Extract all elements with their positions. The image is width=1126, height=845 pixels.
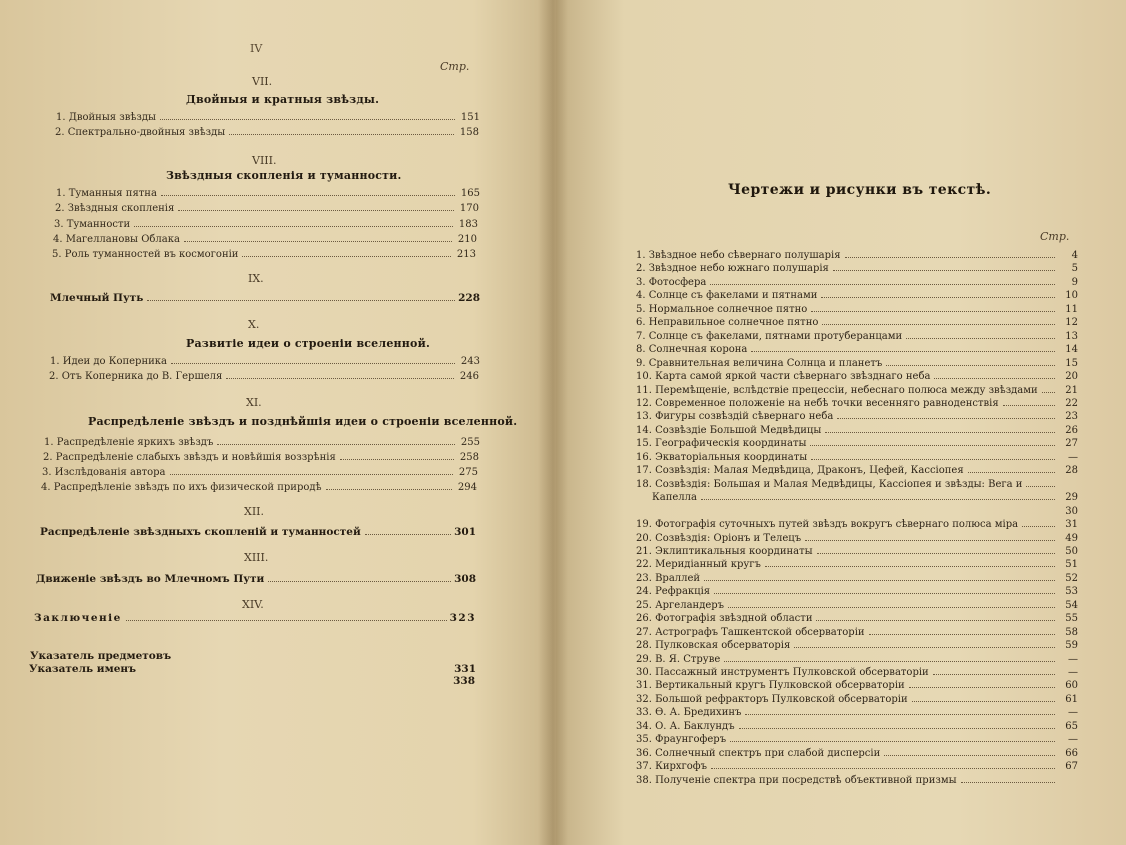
figure-entry — [636, 654, 1078, 665]
toc-entry-label: 1. Туманныя пятна — [56, 188, 157, 199]
dot-leader — [811, 311, 1055, 312]
figure-entry-label: 17. Созвѣздія: Малая Медвѣдица, Драконъ, Цефей, Кассіопея — [636, 465, 964, 477]
toc-entry-label: Млечный Путь — [50, 292, 144, 304]
figure-entry — [636, 304, 1078, 315]
figure-entry-label: 24. Рефракція — [636, 586, 711, 598]
figure-entry-label: 15. Географическія координаты — [636, 438, 807, 450]
toc-entry-page: 151 — [460, 112, 480, 123]
figure-entry-page: 9 — [1071, 276, 1078, 288]
dot-leader — [745, 714, 1055, 715]
toc-entry-page: 275 — [458, 467, 478, 478]
toc-entry — [40, 526, 476, 538]
dot-leader — [126, 620, 447, 621]
figure-entry — [636, 425, 1078, 436]
dot-leader — [268, 581, 451, 582]
figure-entry-page: 67 — [1065, 761, 1078, 773]
figure-entry-page: 13 — [1065, 330, 1078, 342]
figure-entry — [636, 546, 1078, 557]
figure-entry — [636, 519, 1078, 530]
figure-entry — [636, 775, 1078, 786]
figure-entry — [636, 290, 1078, 301]
figure-entry-label: 14. Созвѣздіе Большой Медвѣдицы — [636, 424, 822, 436]
section-roman-numeral: XII. — [244, 505, 265, 518]
figure-entry — [636, 331, 1078, 342]
figure-entry — [636, 667, 1078, 678]
toc-entry-page: 170 — [459, 203, 479, 215]
figure-entry-label: 3. Фотосфера — [636, 276, 707, 288]
figure-entry-label: 18. Созвѣздія: Большая и Малая Медвѣдицы, Кассіопея и звѣзды: Вега и — [636, 478, 1023, 490]
toc-entry-page: 158 — [459, 127, 479, 138]
dot-leader — [909, 687, 1055, 688]
index-entry — [29, 663, 475, 687]
figure-entry — [636, 250, 1078, 261]
figure-entry — [636, 559, 1078, 570]
dot-leader — [1003, 405, 1055, 406]
figure-entry — [636, 721, 1078, 732]
figure-entry — [636, 694, 1078, 705]
figure-entry-label: 11. Перемѣщеніе, вслѣдствіе прецессіи, небеснаго полюса между звѣздами — [636, 384, 1038, 396]
dot-leader — [912, 701, 1055, 702]
toc-entry-page: 228 — [458, 292, 480, 304]
figure-entry — [652, 492, 1078, 503]
figure-entry — [636, 506, 1078, 517]
toc-entry-page: 255 — [460, 437, 480, 448]
dot-leader — [365, 534, 451, 535]
toc-entry-label: Движеніе звѣздъ во Млечномъ Пути — [36, 573, 265, 585]
figure-entry-page: 11 — [1065, 303, 1078, 315]
figure-entry — [636, 411, 1078, 422]
figure-entry-label: 29. В. Я. Струве — [636, 653, 721, 665]
dot-leader — [710, 284, 1055, 285]
figure-entry-page: 50 — [1065, 545, 1078, 557]
figure-entry-label: 8. Солнечная корона — [636, 344, 748, 356]
toc-entry-page: 308 — [454, 573, 476, 585]
figure-entry-page: 61 — [1065, 693, 1078, 705]
figure-entry-page: 29 — [1065, 492, 1078, 504]
toc-entry-page: 258 — [459, 452, 479, 463]
dot-leader — [794, 647, 1055, 648]
section-title: Двойныя и кратныя звѣзды. — [186, 93, 380, 106]
book-gutter — [538, 0, 568, 845]
figure-entry-page: 51 — [1065, 559, 1078, 571]
dot-leader — [934, 378, 1055, 379]
figure-entry-page: 54 — [1065, 599, 1078, 611]
figure-entry-page: 4 — [1071, 250, 1078, 261]
toc-entry-page: 165 — [460, 188, 480, 199]
figure-entry — [636, 627, 1078, 638]
page-column-label: Стр. — [440, 60, 470, 73]
figure-entry-label: 34. О. А. Баклундъ — [636, 720, 735, 732]
figure-entry-page: 27 — [1065, 438, 1078, 450]
toc-entry-page: 213 — [456, 249, 476, 261]
figure-entry-page: 59 — [1065, 640, 1078, 651]
toc-entry-page: 210 — [457, 233, 477, 245]
toc-entry-label: 1. Распредѣленіе яркихъ звѣздъ — [44, 437, 214, 448]
section-roman-numeral: VII. — [252, 75, 273, 88]
figure-entry-label: 31. Вертикальный кругъ Пулковской обсерваторіи — [636, 680, 905, 692]
figure-entry — [636, 317, 1078, 328]
toc-entry-label: 1. Двойныя звѣзды — [56, 112, 156, 123]
figure-entry — [636, 344, 1078, 355]
toc-entry-label: 1. Идеи до Коперника — [50, 356, 168, 367]
figures-list-title: Чертежи и рисунки въ текстѣ. — [728, 182, 992, 198]
figure-entry-page: 30 — [1065, 505, 1078, 517]
figure-entry-page: — — [1068, 667, 1078, 678]
dot-leader — [765, 566, 1055, 567]
figure-entry — [636, 761, 1078, 772]
section-roman-numeral: X. — [248, 318, 260, 331]
dot-leader — [933, 674, 1055, 675]
dot-leader — [326, 489, 452, 490]
toc-entry — [52, 249, 476, 260]
figure-entry — [636, 398, 1078, 409]
figure-entry-label: 36. Солнечный спектръ при слабой дисперсіи — [636, 747, 881, 759]
toc-entry-label: 3. Туманности — [54, 218, 131, 230]
figure-entry — [636, 277, 1078, 288]
dot-leader — [845, 257, 1055, 258]
dot-leader — [178, 210, 454, 211]
figure-entry-page: — — [1068, 734, 1078, 746]
figure-entry-page: — — [1068, 653, 1078, 665]
figure-entry-page: 55 — [1065, 613, 1078, 625]
figure-entry-page: 49 — [1065, 532, 1078, 544]
figure-entry-label: 6. Неправильное солнечное пятно — [636, 317, 819, 329]
dot-leader — [184, 241, 452, 242]
figure-entry-page: 21 — [1065, 384, 1078, 396]
toc-entry-label: 4. Магеллановы Облака — [53, 233, 180, 245]
figure-entry-label: 19. Фотографія суточныхъ путей звѣздъ вокругъ сѣвернаго полюса міра — [636, 519, 1019, 530]
figure-entry — [636, 680, 1078, 691]
dot-leader — [833, 270, 1055, 271]
index-entry-label: Указатель предметовъ — [30, 650, 172, 662]
section-roman-numeral: XI. — [246, 396, 262, 409]
dot-leader — [825, 432, 1055, 433]
dot-leader — [869, 634, 1055, 635]
dot-leader — [147, 300, 455, 301]
dot-leader — [968, 472, 1055, 473]
dot-leader — [730, 741, 1055, 742]
figure-entry-page: 20 — [1065, 371, 1078, 383]
figure-entry — [636, 707, 1078, 718]
dot-leader — [170, 474, 453, 475]
section-title: Звѣздныя скопленія и туманности. — [166, 169, 402, 182]
figure-entry-page: — — [1068, 451, 1078, 463]
dot-leader — [906, 338, 1055, 339]
figure-entry-label: 16. Экваторіальныя координаты — [636, 451, 808, 463]
toc-entry — [56, 112, 480, 123]
figure-entry — [636, 465, 1078, 476]
figure-entry — [636, 613, 1078, 624]
toc-entry — [43, 452, 479, 463]
figure-entry-page: 31 — [1065, 519, 1078, 530]
toc-entry-page: 301 — [454, 526, 476, 538]
dot-leader — [242, 256, 451, 257]
dot-leader — [817, 553, 1055, 554]
section-title: Распредѣленіе звѣздъ и позднѣйшія идеи о строеніи вселенной. — [88, 415, 518, 428]
figure-entry-page: 53 — [1065, 586, 1078, 598]
toc-entry-label: 2. Звѣздныя скопленія — [55, 203, 175, 215]
toc-entry — [56, 188, 480, 199]
figure-entry — [636, 371, 1078, 382]
figure-entry-label: 37. Кирхгофъ — [636, 761, 707, 773]
dot-leader — [1022, 526, 1055, 527]
dot-leader — [140, 671, 450, 672]
figure-entry — [636, 533, 1078, 544]
toc-entry-label: Заключеніе — [34, 612, 122, 624]
figure-entry — [636, 586, 1078, 597]
figure-entry-label: 27. Астрографъ Ташкентской обсерваторіи — [636, 626, 865, 638]
figure-entry-label: 21. Эклиптикальныя координаты — [636, 545, 813, 557]
figure-entry — [636, 734, 1078, 745]
toc-entry-label: 2. Отъ Коперника до В. Гершеля — [49, 371, 223, 382]
figure-entry-page: — — [1068, 707, 1078, 719]
toc-entry — [36, 573, 476, 585]
dot-leader — [704, 580, 1055, 581]
figure-entry — [636, 573, 1078, 584]
toc-entry-page: 294 — [457, 482, 477, 493]
figure-entry-label: 23. Враллей — [636, 572, 701, 584]
dot-leader — [340, 459, 454, 460]
dot-leader — [711, 768, 1055, 769]
figure-entry — [636, 640, 1078, 651]
toc-entry-label: Распредѣленіе звѣздныхъ скопленій и туманностей — [40, 526, 361, 538]
figure-entry — [636, 600, 1078, 611]
dot-leader — [884, 755, 1055, 756]
section-roman-numeral: XIII. — [244, 551, 269, 564]
toc-entry — [55, 127, 479, 138]
dot-leader — [226, 378, 454, 379]
figure-entry-label: 13. Фигуры созвѣздій сѣвернаго неба — [636, 411, 834, 423]
figure-entry-label: Капелла — [652, 492, 697, 504]
figure-entry-label: 22. Меридіанный кругъ — [636, 559, 761, 571]
figure-entry-page: 10 — [1065, 290, 1078, 302]
figure-entry — [636, 385, 1078, 396]
figure-entry — [636, 452, 1078, 463]
dot-leader — [640, 513, 1055, 514]
dot-leader — [724, 661, 1055, 662]
dot-leader — [175, 658, 451, 659]
dot-leader — [822, 324, 1055, 325]
dot-leader — [805, 540, 1055, 541]
dot-leader — [961, 782, 1055, 783]
section-roman-numeral: VIII. — [252, 154, 277, 167]
figure-entry-label: 2. Звѣздное небо южнаго полушарія — [636, 263, 829, 275]
toc-entry — [50, 292, 480, 304]
section-roman-numeral: XIV. — [242, 598, 264, 611]
toc-entry — [34, 612, 476, 624]
figure-entry — [636, 479, 1078, 490]
figure-entry-label: 4. Солнце съ факелами и пятнами — [636, 290, 818, 302]
figure-entry-label: 38. Полученіе спектра при посредствѣ объективной призмы — [636, 774, 957, 786]
page-number: IV — [250, 42, 263, 55]
figure-entry-page: 15 — [1065, 357, 1078, 369]
dot-leader — [1026, 486, 1055, 487]
dot-leader — [160, 119, 455, 120]
figure-entry-label: 25. Аргеландеръ — [636, 599, 725, 611]
toc-entry-label: 2. Спектрально-двойныя звѣзды — [55, 127, 226, 138]
toc-entry — [42, 467, 478, 478]
dot-leader — [810, 445, 1055, 446]
figure-entry-page: 26 — [1065, 424, 1078, 436]
figure-entry-label: 12. Современное положеніе на небѣ точки весенняго равноденствія — [636, 397, 999, 409]
figure-entry — [636, 438, 1078, 449]
toc-entry — [49, 371, 479, 382]
dot-leader — [229, 134, 454, 135]
section-roman-numeral: IX. — [248, 272, 264, 285]
dot-leader — [701, 499, 1055, 500]
dot-leader — [1042, 392, 1055, 393]
figure-entry-page: 28 — [1065, 465, 1078, 477]
figure-entry-label: 32. Большой рефракторъ Пулковской обсерваторіи — [636, 693, 908, 705]
dot-leader — [886, 365, 1055, 366]
dot-leader — [811, 459, 1055, 460]
dot-leader — [751, 351, 1055, 352]
toc-entry — [54, 219, 478, 230]
figure-entry-page: 52 — [1065, 572, 1078, 584]
index-entry-label: Указатель именъ — [29, 663, 137, 675]
figure-entry-label: 10. Карта самой яркой части сѣвернаго звѣзднаго неба — [636, 371, 931, 383]
figure-entry-label: 20. Созвѣздія: Оріонъ и Телецъ — [636, 532, 802, 544]
dot-leader — [161, 195, 455, 196]
dot-leader — [728, 607, 1055, 608]
toc-entry — [53, 234, 477, 245]
figure-entry — [636, 358, 1078, 369]
figure-entry-page: 66 — [1065, 747, 1078, 759]
dot-leader — [217, 444, 455, 445]
toc-entry — [41, 482, 477, 493]
figure-entry-page: 58 — [1065, 626, 1078, 638]
section-title: Развитіе идеи о строеніи вселенной. — [186, 337, 430, 350]
toc-entry-page: 246 — [459, 371, 479, 382]
toc-entry — [55, 203, 479, 214]
figure-entry-label: 1. Звѣздное небо сѣвернаго полушарія — [636, 250, 841, 261]
figure-entry-label: 5. Нормальное солнечное пятно — [636, 303, 808, 315]
index-entry-page: 338 — [453, 675, 475, 687]
toc-entry-label: 4. Распредѣленіе звѣздъ по ихъ физической природѣ — [41, 482, 322, 493]
figure-entry-page: 23 — [1065, 411, 1078, 423]
toc-entry-page: 323 — [449, 612, 476, 624]
figure-entry-label: 30. Пассажный инструментъ Пулковской обсерваторіи — [636, 667, 929, 678]
figure-entry-label: 26. Фотографія звѣздной области — [636, 613, 813, 625]
toc-entry — [50, 356, 480, 367]
figure-entry-page: 22 — [1065, 397, 1078, 409]
toc-entry-label: 3. Изслѣдованія автора — [42, 467, 166, 478]
figure-entry-label: 9. Сравнительная величина Солнца и планетъ — [636, 357, 883, 369]
figure-entry — [636, 748, 1078, 759]
dot-leader — [816, 620, 1055, 621]
toc-entry-page: 243 — [460, 356, 480, 367]
figure-entry-page: 65 — [1065, 720, 1078, 732]
figure-entry-page: 14 — [1065, 344, 1078, 356]
figure-entry-label: 35. Фраунгоферъ — [636, 734, 727, 746]
toc-entry-page: 183 — [458, 218, 478, 230]
dot-leader — [739, 728, 1055, 729]
dot-leader — [714, 593, 1055, 594]
toc-entry — [44, 437, 480, 448]
toc-entry-label: 2. Распредѣленіе слабыхъ звѣздъ и новѣйшія воззрѣнія — [43, 452, 336, 463]
toc-entry-label: 5. Роль туманностей въ космогоніи — [52, 249, 239, 261]
figure-entry-label: 33. Ѳ. А. Бредихинъ — [636, 707, 742, 719]
figure-entry — [636, 263, 1078, 274]
dot-leader — [821, 297, 1055, 298]
dot-leader — [837, 418, 1055, 419]
figure-entry-label: 28. Пулковская обсерваторія — [636, 640, 791, 651]
figure-entry-page: 60 — [1065, 680, 1078, 692]
figures-page-column-label: Стр. — [1040, 230, 1070, 243]
index-entry-page: 331 — [454, 663, 476, 675]
figure-entry-page: 5 — [1071, 263, 1078, 275]
dot-leader — [171, 363, 455, 364]
dot-leader — [134, 226, 453, 227]
figure-entry-label: 7. Солнце съ факелами, пятнами протуберанцами — [636, 330, 903, 342]
figure-entry-page: 12 — [1065, 317, 1078, 329]
